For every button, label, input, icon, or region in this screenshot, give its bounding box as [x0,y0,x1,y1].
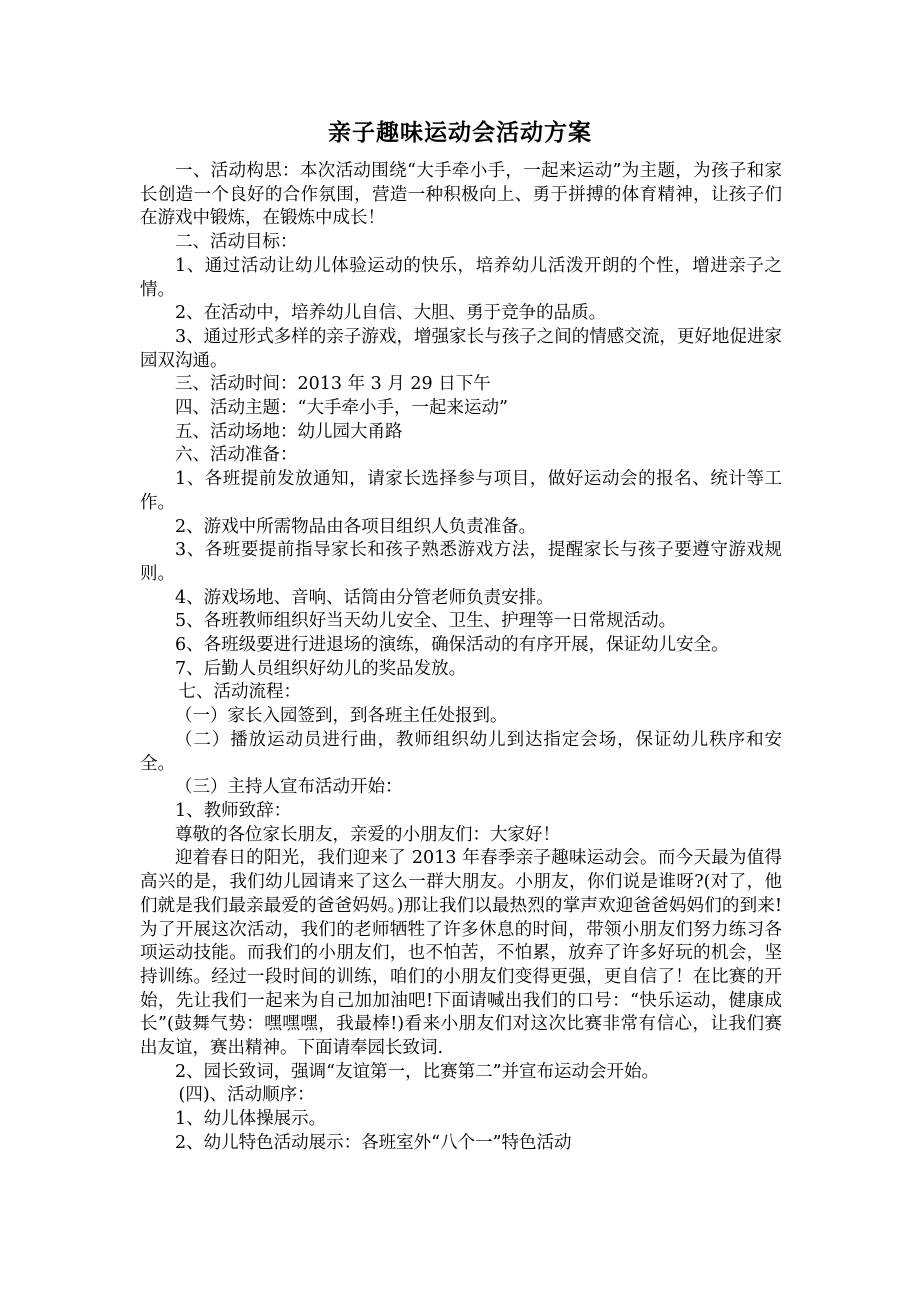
paragraph-prep-2: 2、游戏中所需物品由各项目组织人负责准备。 [175,516,537,537]
paragraph-time: 三、活动时间：2013 年 3 月 29 日下午 [175,374,491,395]
paragraph-greeting: 尊敬的各位家长朋友，亲爱的小朋友们：大家好！ [175,824,560,845]
paragraph-process-heading: 七、活动流程： [178,682,301,703]
paragraph-prep-4: 4、游戏场地、音响、话筒由分管老师负责安排。 [175,587,554,608]
paragraph-teacher-speech-heading: 1、教师致辞： [175,800,292,821]
document-body [140,160,782,1156]
paragraph-principal-speech: 2、园长致词，强调“友谊第一，比赛第二”并宣布运动会开始。 [175,1061,660,1082]
paragraph-speech: 迎着春日的阳光，我们迎来了 2013 年春季亲子趣味运动会。而今天最为值得高兴的是，我们幼儿园请来了这么一群大朋友。小朋友，你们说是谁呀?(对了，他们就是我们最亲最爱的爸爸妈妈。)那让我们以最热烈的掌声欢迎爸爸妈妈们的到来!为了开展这次活动，我们的老师牺牲了许多休息的时间，带领小朋友们努力练习各项运动技能。而我们的小朋友们，也不怕苦，不怕累，放弃了许多好玩的机会，坚持训练。经过一段时间的训练，咱们的小朋友们变得更强，更自信了！在比赛的开始，先让我们一起来为自己加加油吧!下面请喊出我们的口号：“快乐运动，健康成长”(鼓舞气势：嘿嘿嘿，我最棒!)看来小朋友们对这次比赛非常有信心，让我们赛出友谊，赛出精神。下面请奉园长致词. [140,848,782,1059]
paragraph-goal-2: 2、在活动中，培养幼儿自信、大胆、勇于竞争的品质。 [175,303,607,324]
paragraph-process-3: （三）主持人宣布活动开始： [175,777,403,798]
paragraph-process-1: （一）家长入园签到，到各班主任处报到。 [175,706,508,727]
paragraph-goals-heading: 二、活动目标： [175,232,298,253]
paragraph-venue: 五、活动场地：幼儿园大甬路 [175,421,403,442]
paragraph-prep-1: 1、各班提前发放通知，请家长选择参与项目，做好运动会的报名、统计等工作。 [140,469,782,513]
paragraph-order-heading: (四)、活动顺序： [178,1085,315,1106]
paragraph-prep-3: 3、各班要提前指导家长和孩子熟悉游戏方法，提醒家长与孩子要遵守游戏规则。 [140,540,782,584]
paragraph-order-2: 2、幼儿特色活动展示：各班室外“八个一”特色活动 [175,1132,572,1153]
paragraph-goal-3: 3、通过形式多样的亲子游戏，增强家长与孩子之间的情感交流，更好地促进家园双沟通。 [140,326,782,371]
paragraph-order-1: 1、幼儿体操展示。 [175,1109,327,1130]
paragraph-concept: 一、活动构思：本次活动围绕“大手牵小手，一起来运动”为主题，为孩子和家长创造一个良好的合作氛围，营造一种积极向上、勇于拼搏的体育精神，让孩子们在游戏中锻炼，在锻炼中成长！ [140,161,782,229]
paragraph-theme: 四、活动主题：“大手牵小手，一起来运动” [175,398,508,419]
paragraph-prep-7: 7、后勤人员组织好幼儿的奖品发放。 [175,658,467,679]
paragraph-goal-1: 1、通过活动让幼儿体验运动的快乐，培养幼儿活泼开朗的个性，增进亲子之情。 [140,255,782,300]
paragraph-process-2: （二）播放运动员进行曲，教师组织幼儿到达指定会场，保证幼儿秩序和安全。 [140,729,782,774]
document-title: 亲子趣味运动会活动方案 [328,120,592,146]
paragraph-preparation-heading: 六、活动准备： [175,445,298,466]
paragraph-prep-6: 6、各班级要进行进退场的演练，确保活动的有序开展，保证幼儿安全。 [175,635,729,656]
paragraph-prep-5: 5、各班教师组织好当天幼儿安全、卫生、护理等一日常规活动。 [175,611,677,632]
